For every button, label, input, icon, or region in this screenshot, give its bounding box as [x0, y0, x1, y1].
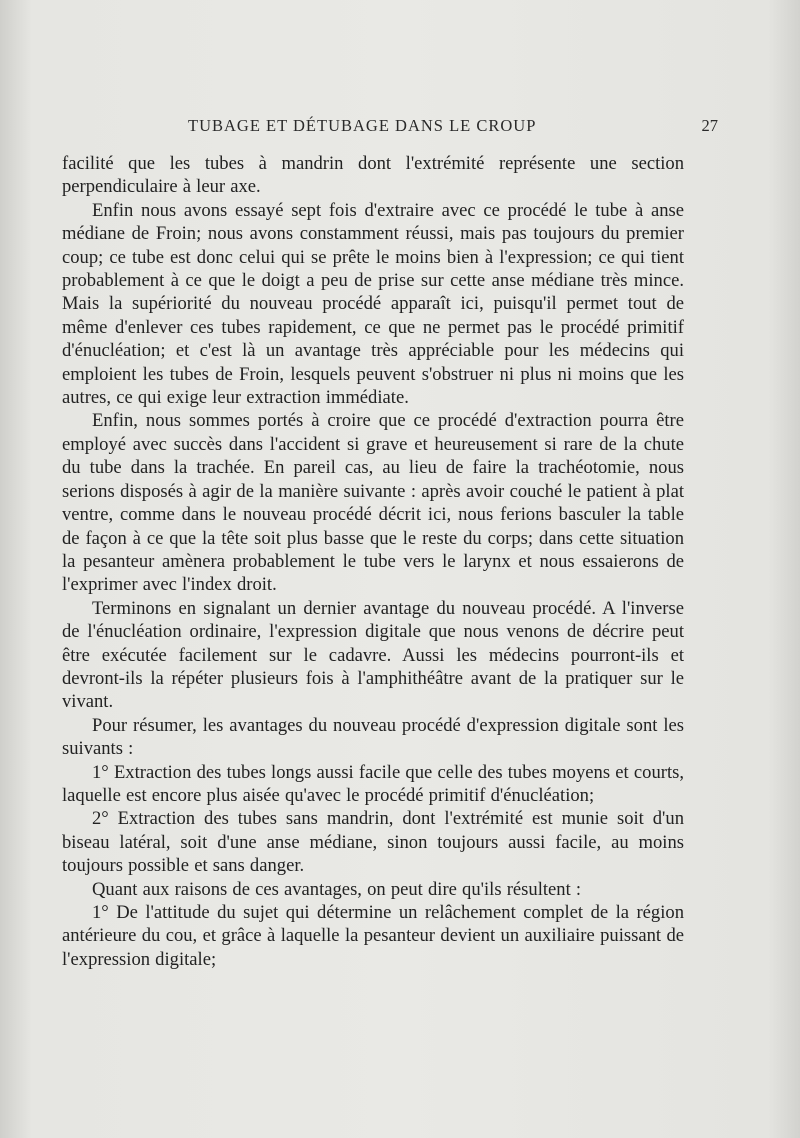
list-item-tubes-without-mandrel: 2° Extraction des tubes sans mandrin, dont l'extrémité est munie soit d'un biseau latéral, soit d'une anse médiane, sinon toujours aussi facile, au moins toujours possible et sans danger.: [62, 808, 684, 877]
page-header: [62, 116, 718, 140]
list-item-patient-attitude: 1° De l'attitude du sujet qui détermine un relâchement complet de la région antérieure du cou, et grâce à laquelle la pesanteur devient un auxiliaire puissant de l'expression digitale;: [62, 902, 684, 970]
paragraph-summary-intro: Pour résumer, les avantages du nouveau procédé d'expression digitale sont les suivants :: [62, 714, 684, 760]
paragraph-trachea-accident: Enfin, nous sommes portés à croire que ce procédé d'extraction pourra être employé avec succès dans l'accident si grave et heureusement si rare de la chute du tube dans la trachée. En pareil cas, au lieu de faire la trachéotomie, nous serions disposés à agir de la manière suivante : après avoir couché le patient à plat ventre, comme dans le nouveau procédé décrit ici, nous ferions basculer la table de façon à ce que la tête soit plus basse que le reste du corps; dans cette situation la pesanteur amènera probablement le tube vers le larynx et nous essaierons de l'exprimer avec l'index droit.: [62, 410, 684, 596]
page-number: 27: [701, 116, 718, 135]
body-text: [62, 152, 684, 971]
paragraph-froin-tube: Enfin nous avons essayé sept fois d'extraire avec ce procédé le tube à anse médiane de Froin; nous avons constamment réussi, mais pas toujours du premier coup; ce tube est donc celui qui se prête le moins bien à l'expression; ce qui tient probablement à ce que le doigt a peu de prise sur cette anse médiane très mince. Mais la supériorité du nouveau procédé apparaît ici, puisqu'il permet tout de même d'enlever ces tubes rapidement, ce que ne permet pas le procédé primitif d'énucléation; et c'est là un avantage très appréciable pour les médecins qui emploient les tubes de Froin, lesquels peuvent s'obstruer ni plus ni moins que les autres, ce qui exige leur extraction immédiate.: [62, 199, 684, 409]
running-title: TUBAGE ET DÉTUBAGE DANS LE CROUP: [188, 116, 537, 135]
list-item-long-tubes: 1° Extraction des tubes longs aussi facile que celle des tubes moyens et courts, laquelle est encore plus aisée qu'avec le procédé primitif d'énucléation;: [62, 761, 684, 806]
paragraph-continuation: facilité que les tubes à mandrin dont l'extrémité représente une section perpendiculaire à leur axe.: [62, 153, 684, 198]
paragraph-reasons-intro: Quant aux raisons de ces avantages, on peut dire qu'ils résultent :: [92, 878, 582, 900]
paragraph-cadaver-advantage: Terminons en signalant un dernier avantage du nouveau procédé. A l'inverse de l'énucléation ordinaire, l'expression digitale que nous venons de décrire peut être exécutée facilement sur le cadavre. Aussi les médecins pourront-ils et devront-ils la répéter plusieurs fois à l'amphithéâtre avant de la pratiquer sur le vivant.: [62, 597, 684, 713]
